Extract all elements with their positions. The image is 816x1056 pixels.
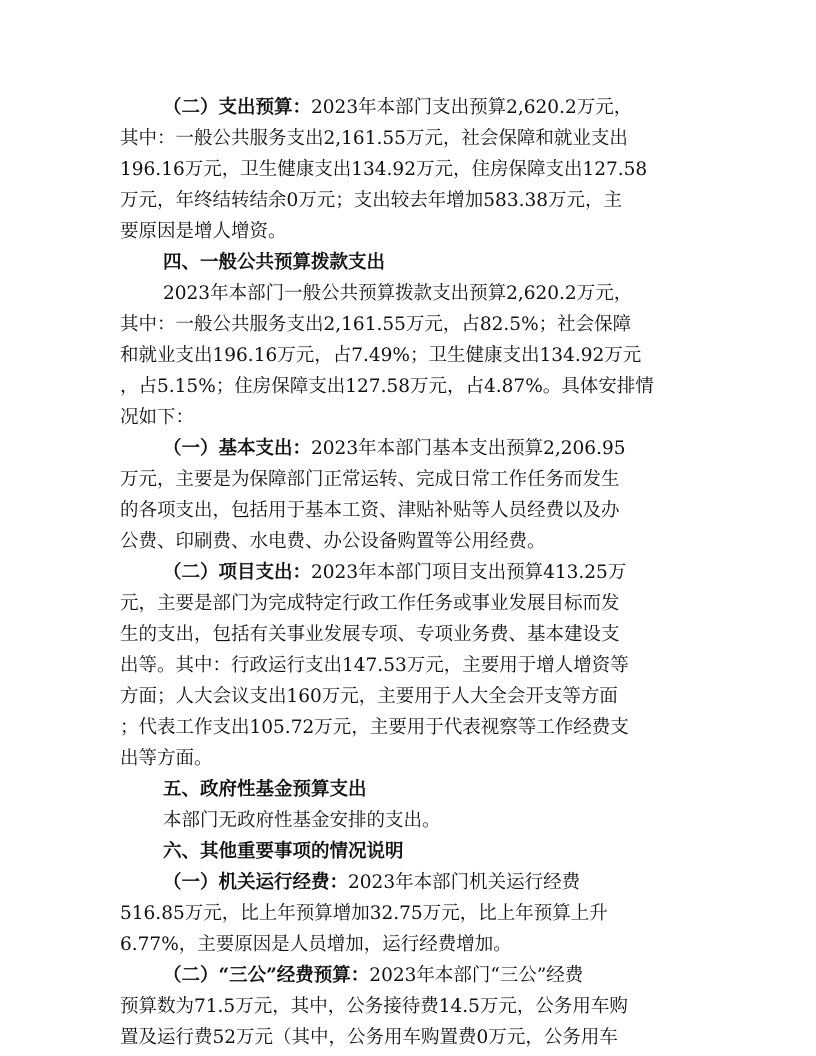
body-text: 2023年本部门机关运行经费 — [348, 872, 581, 893]
section-heading-general-budget: 四、一般公共预算拨款支出 — [163, 252, 386, 273]
body-text: 2023年本部门基本支出预算2,206.95 — [311, 438, 626, 459]
subheading-expenditure-budget: （二）支出预算： — [163, 97, 312, 118]
section-heading-other-matters: 六、其他重要事项的情况说明 — [163, 841, 404, 862]
body-text-line: 置及运行费52万元（其中，公务用车购置费0万元，公务用车 — [120, 1027, 618, 1048]
body-text-line: ，占5.15%；住房保障支出127.58万元，占4.87%。具体安排情 — [120, 376, 654, 397]
body-text-line: 的各项支出，包括用于基本工资、津贴补贴等人员经费以及办 — [120, 500, 620, 521]
body-text-line: 公费、印刷费、水电费、办公设备购置等公用经费。 — [120, 531, 546, 552]
subheading-operating-expenses: （一）机关运行经费： — [163, 872, 349, 893]
body-text: 2023年本部门支出预算2,620.2万元， — [311, 97, 633, 118]
body-text-line: 预算数为71.5万元，其中，公务接待费14.5万元，公务用车购 — [120, 996, 628, 1017]
body-text-line: 万元，年终结转结余0万元；支出较去年增加583.38万元，主 — [120, 190, 623, 211]
body-text-line: 本部门无政府性基金安排的支出。 — [163, 810, 441, 831]
body-text-line: 2023年本部门一般公共预算拨款支出预算2,620.2万元， — [163, 283, 633, 304]
body-text-line: ；代表工作支出105.72万元，主要用于代表视察等工作经费支 — [120, 717, 629, 738]
body-text-line: 生的支出，包括有关事业发展专项、专项业务费、基本建设支 — [120, 624, 620, 645]
section-heading-government-fund: 五、政府性基金预算支出 — [163, 779, 367, 800]
body-text-line: 况如下： — [120, 407, 195, 428]
body-text-line: 其中：一般公共服务支出2,161.55万元，社会保障和就业支出 — [120, 128, 628, 149]
body-text-line: 出等。其中：行政运行支出147.53万元，主要用于增人增资等 — [120, 655, 629, 676]
body-text: 2023年本部门“三公”经费 — [369, 965, 584, 986]
paragraph-expenditure-budget-line — [163, 95, 632, 121]
paragraph-three-public-line — [163, 963, 583, 989]
body-text-line: 方面；人大会议支出160万元，主要用于人大全会开支等方面 — [120, 686, 618, 707]
body-text-line: 196.16万元，卫生健康支出134.92万元，住房保障支出127.58 — [120, 159, 648, 180]
body-text-line: 元，主要是部门为完成特定行政工作任务或事业发展目标而发 — [120, 593, 620, 614]
body-text-line: 516.85万元，比上年预算增加32.75万元，比上年预算上升 — [120, 903, 608, 924]
body-text-line: 和就业支出196.16万元，占7.49%；卫生健康支出134.92万元 — [120, 345, 642, 366]
body-text-line: 要原因是增人增资。 — [120, 221, 287, 242]
body-text: 2023年本部门项目支出预算413.25万 — [311, 562, 627, 583]
subheading-project-expenditure: （二）项目支出： — [163, 562, 312, 583]
body-text-line: 6.77%，主要原因是人员增加，运行经费增加。 — [120, 934, 512, 955]
paragraph-basic-expenditure-line — [163, 436, 625, 462]
body-text-line: 万元，主要是为保障部门正常运转、完成日常工作任务而发生 — [120, 469, 620, 490]
subheading-three-public-expenses: （二）“三公”经费预算： — [163, 965, 370, 986]
body-text-line: 其中：一般公共服务支出2,161.55万元，占82.5%；社会保障 — [120, 314, 632, 335]
body-text-line: 出等方面。 — [120, 748, 213, 769]
paragraph-project-expenditure-line — [163, 560, 626, 586]
paragraph-operating-expenses-line — [163, 870, 580, 896]
subheading-basic-expenditure: （一）基本支出： — [163, 438, 312, 459]
